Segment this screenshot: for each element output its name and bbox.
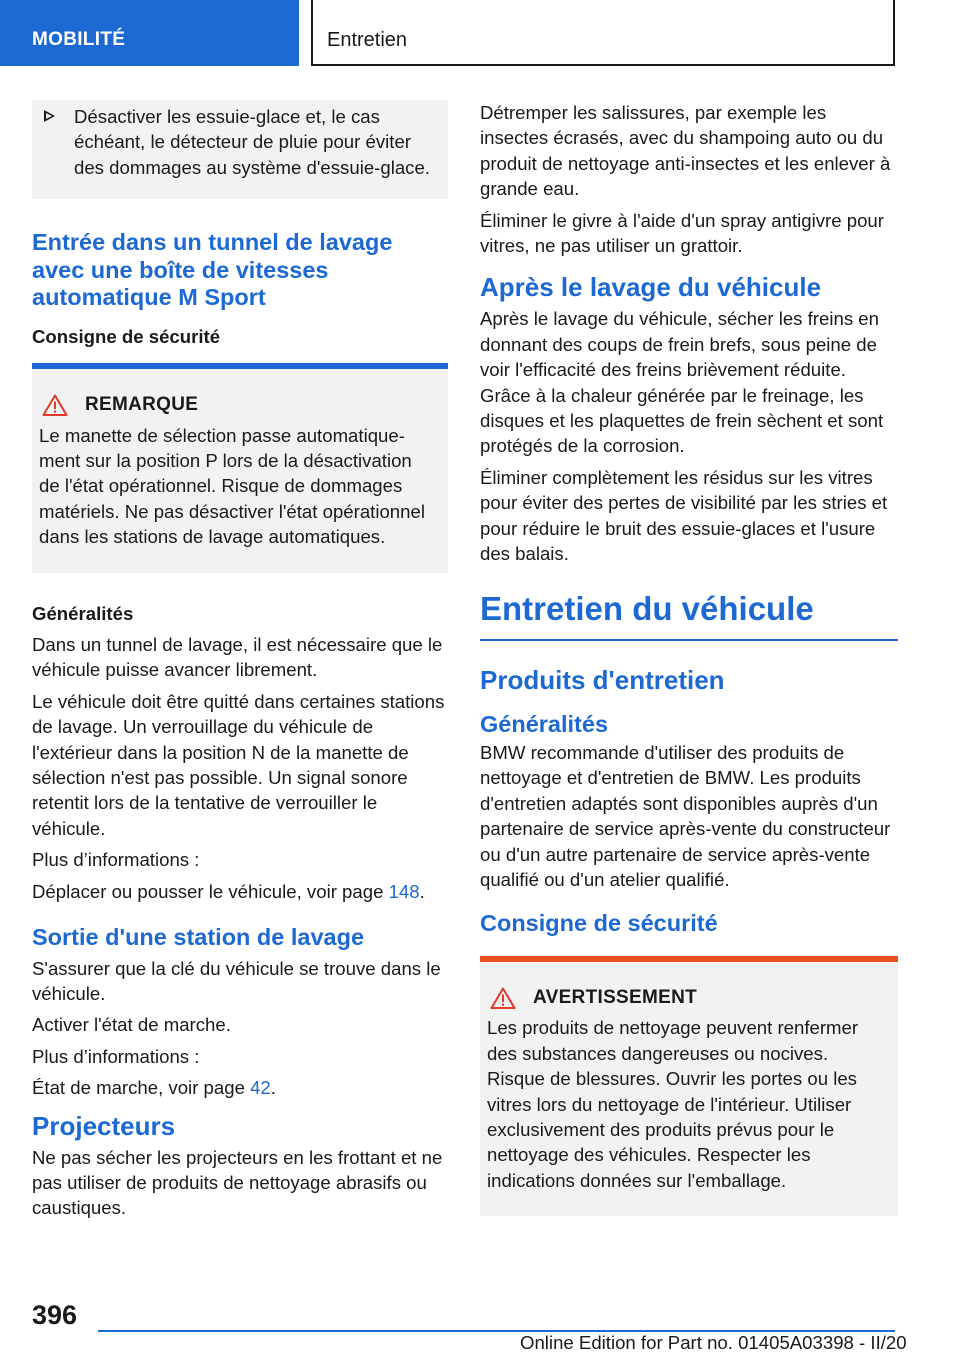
page-number: 396 [32, 1300, 78, 1330]
step-text: Désactiver les essuie-glace et, le cas échéant, le détecteur de pluie pour éviter des dommages au système d'essuie-glace. [74, 106, 430, 178]
more-info-label-2: Plus d’informations : [32, 1045, 200, 1067]
safety-heading: Consigne de sécurité [32, 325, 221, 347]
right-column [480, 100, 898, 1244]
notice-text: Le manette de sélection passe automatique-ment sur la position P lors de la désactivation de l'état opérationnel. Risque de dommages matériels. Ne pas désactiver l'état opérationnel dans les stations de lavage automatiques. [39, 424, 425, 548]
after-wash-paragraph-2: Éliminer complètement les résidus sur les vitres pour éviter des pertes de visibilité par les stries et pour réduire le bruit des essuie-glaces et l'usure des balais. [480, 466, 888, 565]
warning-triangle-icon [490, 987, 516, 1009]
left-column [32, 100, 448, 1227]
reference-2: État de marche, voir page 42. [32, 1077, 276, 1099]
warning-text: Les produits de nettoyage peuvent renfermer des substances dangereuses ou nocives. Risque de blessures. Ouvrir les portes ou les vitres lors du nettoyage de l'intérieur. Utiliser exclusivement des produits prévus pour le nettoyage des véhicules. Respecter les indications données sur l'emballage. [487, 1017, 859, 1191]
exit-title: Sortie d'une station de lavage [32, 924, 365, 951]
reference-1: Déplacer ou pousser le véhicule, voir page 148. [32, 880, 425, 902]
chapter-label: Entretien [327, 29, 408, 51]
section-label: MOBILITÉ [32, 29, 126, 50]
page-link-148[interactable]: 148 [388, 880, 420, 902]
projectors-title: Projecteurs [32, 1110, 176, 1141]
exit-paragraph-2: Activer l'état de marche. [32, 1014, 231, 1036]
after-wash-title: Après le lavage du véhicule [480, 272, 822, 303]
projectors-paragraph: Ne pas sécher les projecteurs en les frottant et ne pas utiliser de produits de nettoyage abrasifs ou caustiques. [32, 1146, 443, 1219]
warning-title: AVERTISSEMENT [533, 986, 698, 1008]
step-item [32, 100, 448, 199]
general-paragraph-2: Le véhicule doit être quitté dans certaines stations de lavage. Un verrouillage du véhicule de l'extérieur dans la position N de la manette de sélection n'est pas possible. Un signal sonore retentit lors de la tentative de verrouiller le véhicule. [32, 690, 445, 839]
edition-text: Online Edition for Part no. 01405A03398 - II/20 [520, 1332, 907, 1353]
chapter-header [311, 0, 895, 66]
reference-2-text: État de marche, voir page [32, 1077, 251, 1099]
warning-triangle-icon [42, 394, 68, 416]
notice-title: REMARQUE [85, 394, 199, 416]
general-paragraph-right: BMW recommande d'utiliser des produits de nettoyage et d'entretien de BMW. Les produits d'entretien adaptés sont disponibles auprès d'un partenaire de service après-vente du constructeur ou d'un autre partenaire de service après-vente qualifié ou d'un atelier qualifié. [480, 742, 891, 891]
right-paragraph-1: Détremper les salissures, par exemple les insectes écrasés, avec du shampoing auto ou du produit de nettoyage anti-insectes et les enlever à grande eau. [480, 102, 891, 200]
section-tab [0, 0, 299, 66]
chapter-title: Entretien du véhicule [480, 589, 898, 641]
products-title: Produits d'entretien [480, 664, 725, 695]
warning-box [480, 956, 898, 1216]
general-heading: Généralités [32, 602, 134, 624]
general-paragraph-1: Dans un tunnel de lavage, il est nécessaire que le véhicule puisse avancer librement. [32, 633, 443, 681]
page-link-42[interactable]: 42 [250, 1077, 271, 1099]
safety-title-right: Consigne de sécurité [480, 910, 718, 937]
reference-1-text: Déplacer ou pousser le véhicule, voir page [32, 880, 389, 902]
general-title-right: Généralités [480, 710, 609, 737]
exit-paragraph-1: S'assurer que la clé du véhicule se trouve dans le véhicule. [32, 957, 441, 1004]
tunnel-title: Entrée dans un tunnel de lavage avec une boîte de vitesses automatique M Sport [32, 229, 393, 311]
notice-box [32, 363, 448, 572]
right-paragraph-2: Éliminer le givre à l'aide d'un spray antigivre pour vitres, ne pas utiliser un grattoir. [480, 209, 884, 257]
step-triangle-icon [44, 110, 55, 122]
after-wash-paragraph-1: Après le lavage du véhicule, sécher les freins en donnant des coups de frein brefs, sous peine de voir l'efficacité des freins brièvement réduite. Grâce à la chaleur générée par le freinage, les disques et les plaquettes de frein sèchent et sont protégés de la corrosion. [480, 308, 884, 457]
more-info-label-1: Plus d’informations : [32, 849, 200, 871]
